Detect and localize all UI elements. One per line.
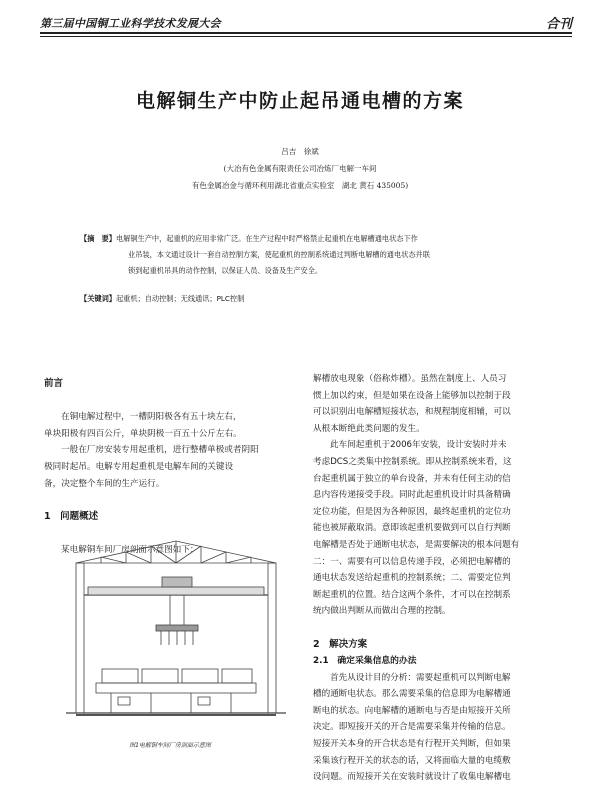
text-line: 断电的状态。向电解槽的通断电与否是由短接开关所 [313, 705, 511, 716]
abstract-line: 业吊装，本文通过设计一套自动控制方案，使起重机的控制系统通过判断电解槽的通电状态并联 [128, 250, 430, 259]
authors: 吕吉 徐斌 [281, 147, 319, 156]
electrolytic-cell [142, 669, 178, 683]
header-rule [40, 32, 572, 34]
text-line: 首先从设计目的分析：需要起重机可以判断电解 [330, 672, 511, 683]
abstract-label: 【摘 要】 [80, 234, 116, 243]
keywords [80, 294, 244, 304]
subsection-heading: 2.1 确定采集信息的办法 [313, 656, 417, 667]
spacer [313, 620, 575, 637]
text-line: 在铜电解过程中，一槽阴阳极各有五十块左右， [61, 412, 242, 423]
text-line: 台起重机属于独立的单台设备，并未有任何主动的信 [313, 473, 511, 484]
intro-heading: 前言 [44, 378, 64, 389]
right-column-pillar [268, 563, 276, 713]
abstract-line: 锁到起重机吊具的动作控制，以保证人员、设备及生产安全。 [128, 266, 323, 275]
cell-platform [96, 683, 256, 693]
workshop-section-figure [66, 533, 286, 737]
text-line: 从根本断绝此类问题的发生。 [313, 423, 425, 434]
short-circuit-switch [118, 697, 130, 705]
text-line: 单块阳极有四百公斤，单块阴极一百五十公斤左右。 [44, 428, 242, 439]
text-line: 惯上加以约束，但是如果在设备上能够加以控制于段 [313, 390, 511, 401]
spacer [44, 393, 296, 410]
text-line: 某电解铜车间厂房剖面示意图如下： [61, 544, 199, 555]
paper-title: 电解铜生产中防止起吊通电槽的方案 [135, 90, 464, 112]
abstract-line [80, 231, 418, 247]
text-line: 极同时起吊。电解专用起重机是电解车间的关键设 [44, 461, 234, 472]
text-line: 可以识别出电解槽短接状态，和规程制度相辅，可以 [313, 407, 511, 418]
text-line: 统内做出判断从而做出合理的控制。 [313, 606, 451, 617]
abstract-text: 电解铜生产中，起重机的应用非常广泛。在生产过程中时严格禁止起重机在电解槽通电状态下作 [115, 234, 418, 243]
figure-caption: 图1电解铜车间厂房剖面示意图 [129, 742, 211, 749]
text-line: 二：一、需要有可以信息传递手段，必须把电解槽的 [313, 556, 511, 567]
section-label: 合刊 [545, 17, 572, 32]
keywords-text: 起重机；自动控制；无线通讯；PLC控制 [115, 294, 245, 303]
electrolytic-cell [222, 669, 252, 683]
text-line: 采集该行程开关的状态的话，又将面临大量的电缆敷 [313, 755, 511, 766]
section-heading: 2 解决方案 [313, 638, 368, 650]
header-rule-thin [40, 36, 572, 37]
section-heading: 1 问题概述 [44, 510, 99, 522]
text-line: 决定。即短接开关的开合是需要采集并传输的信息。 [313, 722, 511, 733]
text-line: 通电状态发送给起重机的控制系统；二、需要定位判 [313, 573, 511, 584]
text-line: 定位功能，但是因为各种原因，最终起重机的定位功 [313, 506, 511, 517]
text-line: 备，决定整个车间的生产运行。 [44, 478, 165, 489]
affiliation-line-2: 有色金属冶金与循环利用湖北省重点实验室 湖北 黄石 435005) [191, 181, 409, 190]
crane-bridge [88, 587, 264, 595]
running-header [40, 12, 572, 36]
electrolytic-cell [102, 669, 138, 683]
text-line: 考虑DCS之类集中控制系统。即从控制系统来看，这 [313, 456, 512, 467]
text-line: 息内容传递接受手段。同时此起重机设计时具备精确 [313, 490, 511, 501]
spacer [44, 492, 296, 509]
right-column [313, 371, 575, 786]
text-line: 断起重机的位置。结合这两个条件，才可以在控制系 [313, 589, 511, 600]
lifting-tool [156, 625, 198, 631]
keywords-label: 【关键词】 [80, 294, 116, 303]
left-column [44, 376, 296, 559]
text-line: 解槽放电现象（俗称炸槽）。虽然在制度上、人员习 [313, 374, 507, 384]
text-line: 电解槽是否处于通断电状态，是需要解决的根本问题有 [313, 539, 520, 550]
text-line: 槽的通断电状态。那么需要采集的信息即为电解槽通 [313, 689, 511, 700]
left-column-pillar [76, 563, 84, 713]
electrolytic-cell [182, 669, 218, 683]
foundation-hatch [76, 714, 276, 716]
text-line: 设问题。而短接开关在安装时就设计了收集电解槽电 [313, 772, 511, 783]
text-line: 能也被屏蔽取消。意即该起重机要做到可以自行判断 [313, 523, 511, 534]
conference-name: 第三届中国铜工业科学技术发展大会 [40, 17, 221, 30]
short-circuit-switch [198, 697, 210, 705]
affiliation-line-1: (大冶有色金属有限责任公司冶炼厂电解一车间 [223, 164, 377, 173]
text-line: 一般在厂房安装专用起重机，进行整槽单极或者阴阳 [61, 445, 259, 456]
crane-trolley [162, 577, 192, 587]
text-line: 短接开关本身的开合状态是有行程开关判断，但如果 [313, 739, 511, 750]
text-line: 此车间起重机于2006年安装，设计安装时并未 [330, 440, 507, 451]
